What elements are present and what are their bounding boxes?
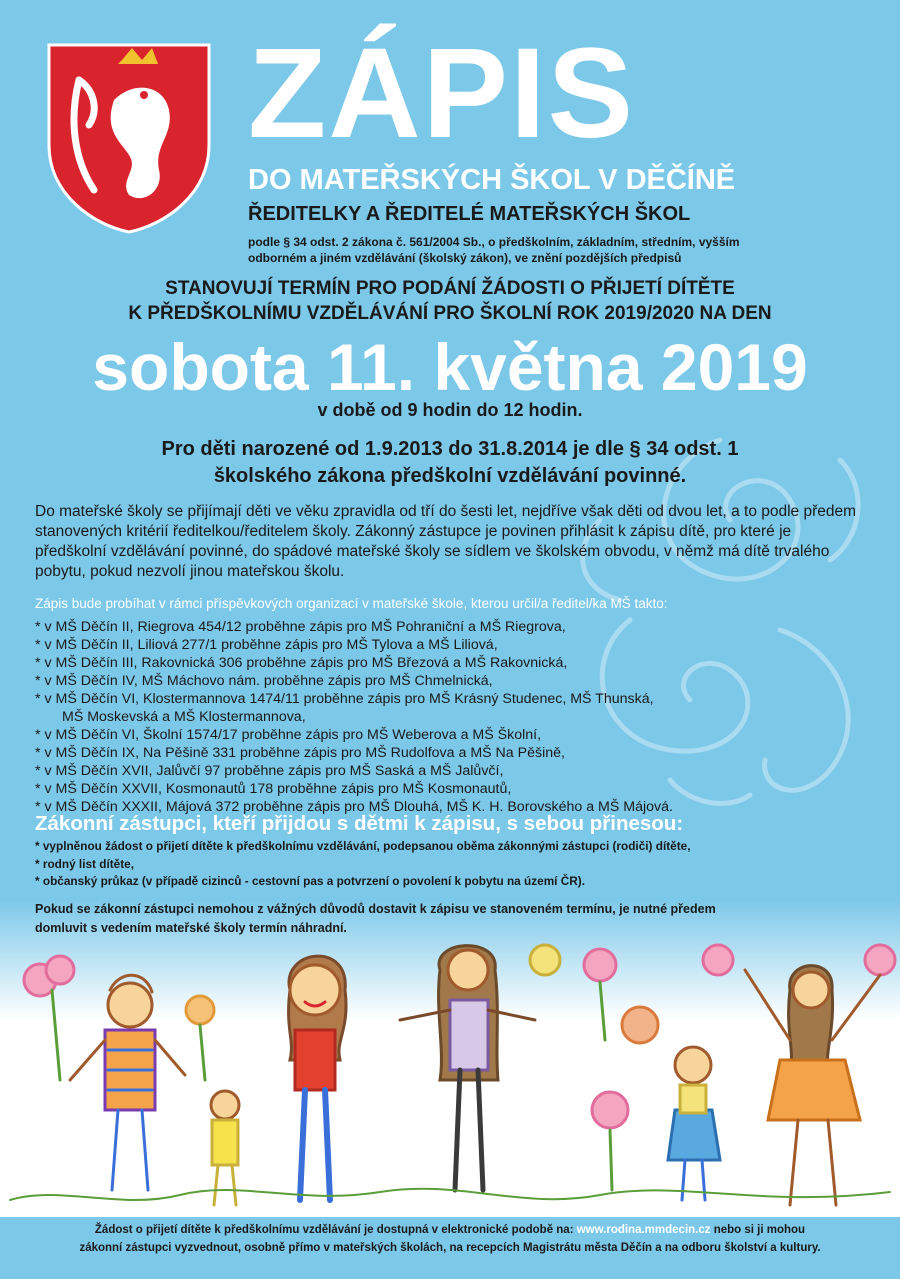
drawn-adult-figure	[400, 946, 535, 1190]
flower-icon	[186, 996, 214, 1080]
notice-line-1: Pokud se zákonní zástupci nemohou z vážných důvodů dostavit k zápisu ve stanoveném termínu, je nutné předem	[35, 902, 716, 916]
list-item: * v MŠ Děčín VI, Školní 1574/17 proběhne zápis pro MŠ Weberova a MŠ Školní,	[35, 727, 542, 744]
flower-icon	[24, 956, 74, 1080]
mandatory-line-1: Pro děti narozené od 1.9.2013 do 31.8.2014 je dle § 34 odst. 1	[161, 438, 739, 460]
list-item: * občanský průkaz (v případě cizinců - cestovní pas a potvrzení o povolení k pobytu na území ČR).	[35, 874, 585, 889]
list-item: * v MŠ Děčín VI, Klostermannova 1474/11 proběhne zápis pro MŠ Krásný Studenec, MŠ Thunská,	[35, 691, 654, 708]
website-link[interactable]: www.rodina.mmdecin.cz	[576, 1224, 711, 1236]
list-item: * v MŠ Děčín XXVII, Kosmonautů 178 proběhne zápis pro MŠ Kosmonautů,	[35, 781, 512, 798]
childrens-drawing-icon	[0, 930, 900, 1220]
drawn-child-figure	[668, 1047, 720, 1200]
law-line-1: podle § 34 odst. 2 zákona č. 561/2004 Sb., o předškolním, základním, středním, vyšším	[248, 235, 740, 249]
list-item: * v MŠ Děčín XXXII, Májová 372 proběhne zápis pro MŠ Dlouhá, MŠ K. H. Borovského a MŠ Májová.	[35, 799, 673, 816]
list-item: * v MŠ Děčín III, Rakovnická 306 proběhne zápis pro MŠ Březová a MŠ Rakovnická,	[35, 655, 568, 672]
directors-heading: ŘEDITELKY A ŘEDITELÉ MATEŘSKÝCH ŠKOL	[248, 203, 691, 225]
mandatory-line-2: školského zákona předškolní vzdělávání povinné.	[213, 465, 687, 487]
page-title: ZÁPIS	[248, 22, 635, 165]
drawn-child-figure	[70, 975, 185, 1190]
decin-coat-of-arms-icon	[44, 40, 214, 235]
law-reference	[248, 234, 848, 266]
flower-icon	[530, 945, 560, 975]
flower-icon	[592, 1007, 658, 1190]
drawn-child-figure	[211, 1091, 239, 1205]
enrollment-time: v době od 9 hodin do 12 hodin.	[317, 400, 583, 420]
flower-icon	[584, 949, 616, 1040]
mandatory-notice	[40, 436, 860, 490]
footer-note	[20, 1222, 880, 1258]
list-item: * rodný list dítěte,	[35, 856, 134, 871]
announcement	[30, 277, 870, 326]
schools-intro: Zápis bude probíhat v rámci příspěvkových organizací v mateřské škole, kterou určil/a ředitel/ka MŠ takto:	[35, 596, 668, 611]
announcement-line-2: K PŘEDŠKOLNÍMU VZDĚLÁVÁNÍ PRO ŠKOLNÍ ROK 2019/2020 NA DEN	[128, 302, 772, 324]
list-item: * v MŠ Děčín II, Liliová 277/1 proběhne zápis pro MŠ Tylova a MŠ Liliová,	[35, 637, 498, 654]
law-line-2: odborném a jiném vzdělávání (školský zákon), ve znění pozdějších předpisů	[248, 251, 682, 266]
list-item: * v MŠ Děčín XVII, Jalůvčí 97 proběhne zápis pro MŠ Saská a MŠ Jalůvčí,	[35, 763, 504, 780]
drawn-adult-figure	[289, 956, 346, 1200]
notice-line-2: domluvit s vedením mateřské školy termín náhradní.	[35, 920, 347, 935]
bring-heading: Zákonní zástupci, kteří přijdou s dětmi k zápisu, s sebou přinesou:	[35, 812, 684, 835]
intro-paragraph: Do mateřské školy se přijímají děti ve věku zpravidla od tří do šesti let, nejdříve však děti od dvou let, a to podle předem stanovených kritérií ředitelkou/ředitelem školy. Zákonný zástupce je povinen přihlásit k zápisu dítě, pro které je předškolní vzdělávání povinné, do spádové mateřské školy se sídlem ve školském obvodu, v němž má dítě trvalého pobytu, pokud nezvolí jinou mateřskou školu.	[35, 503, 857, 581]
drawn-adult-figure	[745, 966, 880, 1205]
bring-list	[35, 838, 875, 891]
footer-text-after: nebo si ji mohou	[710, 1224, 806, 1236]
enrollment-date: sobota 11. května 2019	[92, 330, 808, 404]
schools-list	[35, 618, 875, 816]
page-subtitle: DO MATEŘSKÝCH ŠKOL V DĚČÍNĚ	[248, 164, 736, 196]
list-item: * vyplněnou žádost o přijetí dítěte k předškolnímu vzdělávání, podepsanou oběma zákonnými zástupci (rodiči) dítěte,	[35, 839, 691, 853]
list-item: MŠ Moskevská a MŠ Klostermannova,	[62, 709, 306, 726]
announcement-line-1: STANOVUJÍ TERMÍN PRO PODÁNÍ ŽÁDOSTI O PŘIJETÍ DÍTĚTE	[165, 278, 735, 299]
footer-text-before: Žádost o přijetí dítěte k předškolnímu vzdělávání je dostupná v elektronické podobě na:	[94, 1224, 577, 1236]
list-item: * v MŠ Děčín II, Riegrova 454/12 proběhne zápis pro MŠ Pohraniční a MŠ Riegrova,	[35, 619, 566, 635]
list-item: * v MŠ Děčín IV, MŠ Máchovo nám. proběhne zápis pro MŠ Chmelnická,	[35, 673, 493, 690]
footer-line-2: zákonní zástupci vyzvednout, osobně přímo v mateřských školách, na recepcích Magistrátu města Děčín a na odboru školství a kultury.	[79, 1241, 821, 1254]
list-item: * v MŠ Děčín IX, Na Pěšině 331 proběhne zápis pro MŠ Rudolfova a MŠ Na Pěšině,	[35, 745, 565, 762]
